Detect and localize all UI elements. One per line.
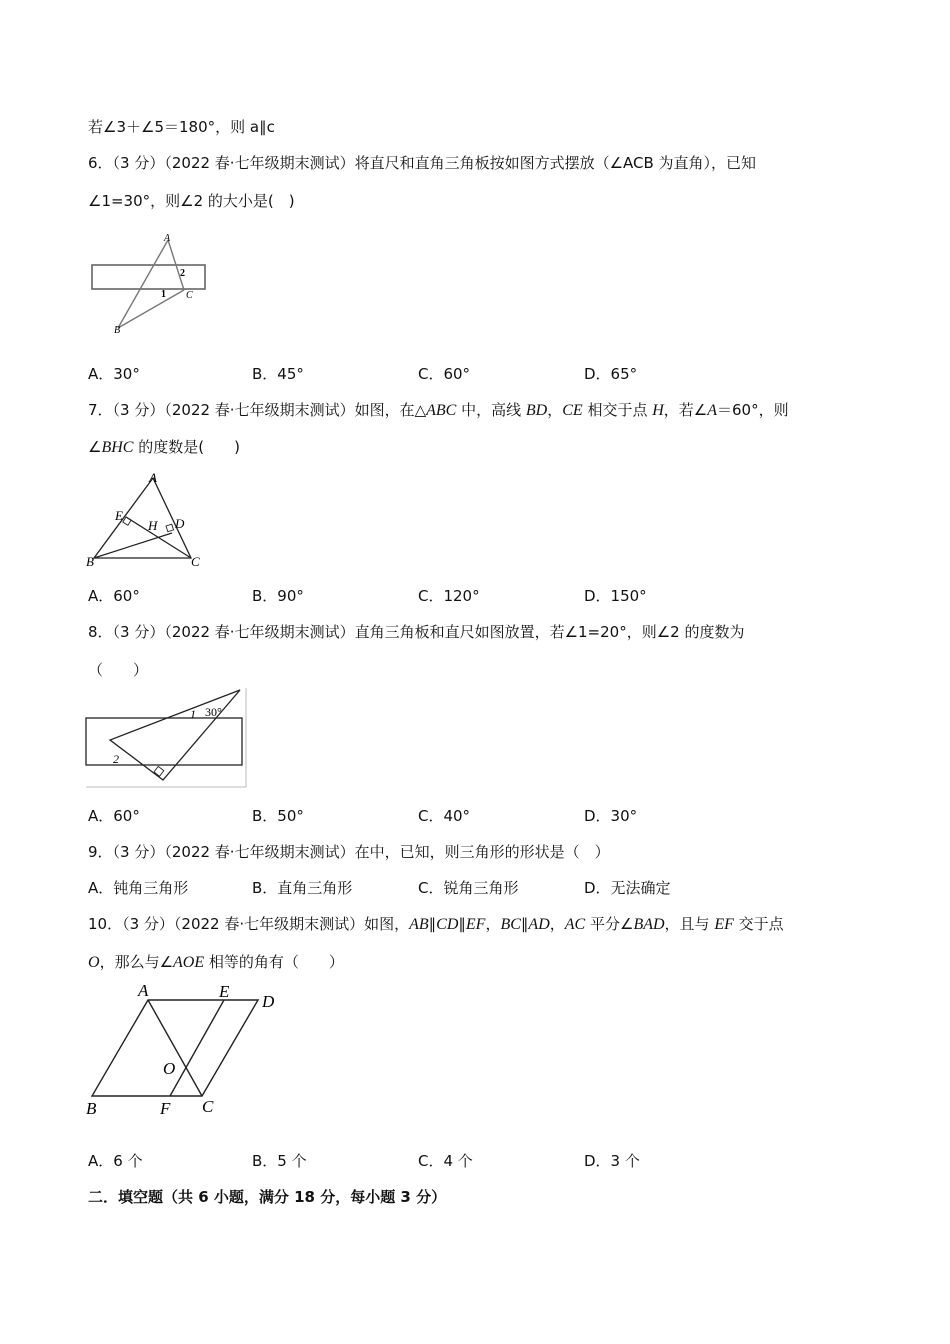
q7-option-d[interactable]: D．150° bbox=[584, 587, 647, 605]
q10-stem-line2: O，那么与∠AOE 相等的角有（ ） bbox=[88, 953, 344, 971]
q10-option-b[interactable]: B．5 个 bbox=[252, 1152, 307, 1170]
altitude-bd bbox=[94, 533, 172, 558]
q10-option-c[interactable]: C．4 个 bbox=[418, 1152, 473, 1170]
q10-figure bbox=[84, 980, 284, 1120]
q7-option-b[interactable]: B．90° bbox=[252, 587, 304, 605]
label-c: C bbox=[191, 554, 200, 569]
label-e: E bbox=[219, 982, 230, 1001]
label-angle-1: 1 bbox=[190, 707, 196, 721]
label-angle-1: 1 bbox=[161, 289, 166, 300]
q7-option-c[interactable]: C．120° bbox=[418, 587, 480, 605]
q8-option-c[interactable]: C．40° bbox=[418, 807, 471, 825]
label-o: O bbox=[163, 1059, 176, 1078]
label-c: C bbox=[186, 290, 193, 301]
segment-ef bbox=[170, 1000, 224, 1096]
q6-figure bbox=[88, 232, 213, 337]
q6-option-b[interactable]: B．45° bbox=[252, 365, 304, 383]
q7-stem-line2: ∠BHC 的度数是( ) bbox=[88, 438, 240, 456]
label-d: D bbox=[262, 992, 275, 1011]
q6-stem-line1: 6．（3 分）（2022 春·七年级期末测试）将直尺和直角三角板按如图方式摆放（∠ACB 为直角），已知 bbox=[88, 154, 757, 172]
q8-option-b[interactable]: B．50° bbox=[252, 807, 304, 825]
label-b: B bbox=[86, 554, 94, 569]
ruler bbox=[86, 718, 242, 765]
q7-option-a[interactable]: A．60° bbox=[88, 587, 140, 605]
segment-ac bbox=[148, 1000, 202, 1096]
q8-stem-line2: （ ） bbox=[88, 661, 149, 679]
side-ab bbox=[118, 240, 168, 328]
label-angle-2: 2 bbox=[180, 268, 185, 279]
section-heading-fill-in: 二．填空题（共 6 小题，满分 18 分，每小题 3 分） bbox=[88, 1188, 447, 1206]
q8-figure bbox=[86, 688, 248, 788]
q8-option-a[interactable]: A．60° bbox=[88, 807, 140, 825]
q7-stem-line1: 7．（3 分）（2022 春·七年级期末测试）如图，在△ABC 中，高线 BD，CE 相交于点 H，若∠A＝60°，则 bbox=[88, 401, 789, 419]
side-bc bbox=[118, 290, 184, 328]
q6-option-c[interactable]: C．60° bbox=[418, 365, 471, 383]
label-angle-2: 2 bbox=[113, 752, 119, 766]
label-c: C bbox=[202, 1097, 214, 1116]
q10-stem-line1: 10．（3 分）（2022 春·七年级期末测试）如图，AB∥CD∥EF，BC∥AD，AC 平分∠BAD，且与 EF 交于点 bbox=[88, 915, 784, 933]
label-d: D bbox=[175, 516, 185, 531]
q9-option-a[interactable]: A．钝角三角形 bbox=[88, 879, 189, 897]
q8-option-d[interactable]: D．30° bbox=[584, 807, 638, 825]
q8-stem-line1: 8．（3 分）（2022 春·七年级期末测试）直角三角板和直尺如图放置，若∠1=20°，则∠2 的度数为 bbox=[88, 623, 745, 641]
q6-option-a[interactable]: A．30° bbox=[88, 365, 140, 383]
label-angle-30: 30° bbox=[205, 705, 222, 719]
q9-option-b[interactable]: B．直角三角形 bbox=[252, 879, 353, 897]
q10-option-d[interactable]: D．3 个 bbox=[584, 1152, 640, 1170]
label-b: B bbox=[86, 1099, 97, 1118]
label-e: E bbox=[115, 508, 123, 523]
q9-stem-line1: 9．（3 分）（2022 春·七年级期末测试）在中，已知，则三角形的形状是（ ） bbox=[88, 843, 610, 861]
top-line: 若∠3＋∠5＝180°，则 a∥c bbox=[88, 118, 275, 136]
ruler bbox=[92, 265, 205, 289]
q7-figure bbox=[86, 470, 206, 570]
q6-option-d[interactable]: D．65° bbox=[584, 365, 638, 383]
q9-option-d[interactable]: D．无法确定 bbox=[584, 879, 671, 897]
set-square bbox=[110, 690, 240, 780]
label-f: F bbox=[160, 1099, 171, 1118]
label-a: A bbox=[138, 981, 149, 1000]
q10-option-a[interactable]: A．6 个 bbox=[88, 1152, 143, 1170]
label-a: A bbox=[164, 233, 171, 244]
label-b: B bbox=[114, 325, 121, 336]
label-a: A bbox=[149, 470, 157, 485]
q9-option-c[interactable]: C．锐角三角形 bbox=[418, 879, 519, 897]
label-h: H bbox=[148, 518, 158, 533]
q6-stem-line2: ∠1=30°，则∠2 的大小是( ) bbox=[88, 192, 295, 210]
